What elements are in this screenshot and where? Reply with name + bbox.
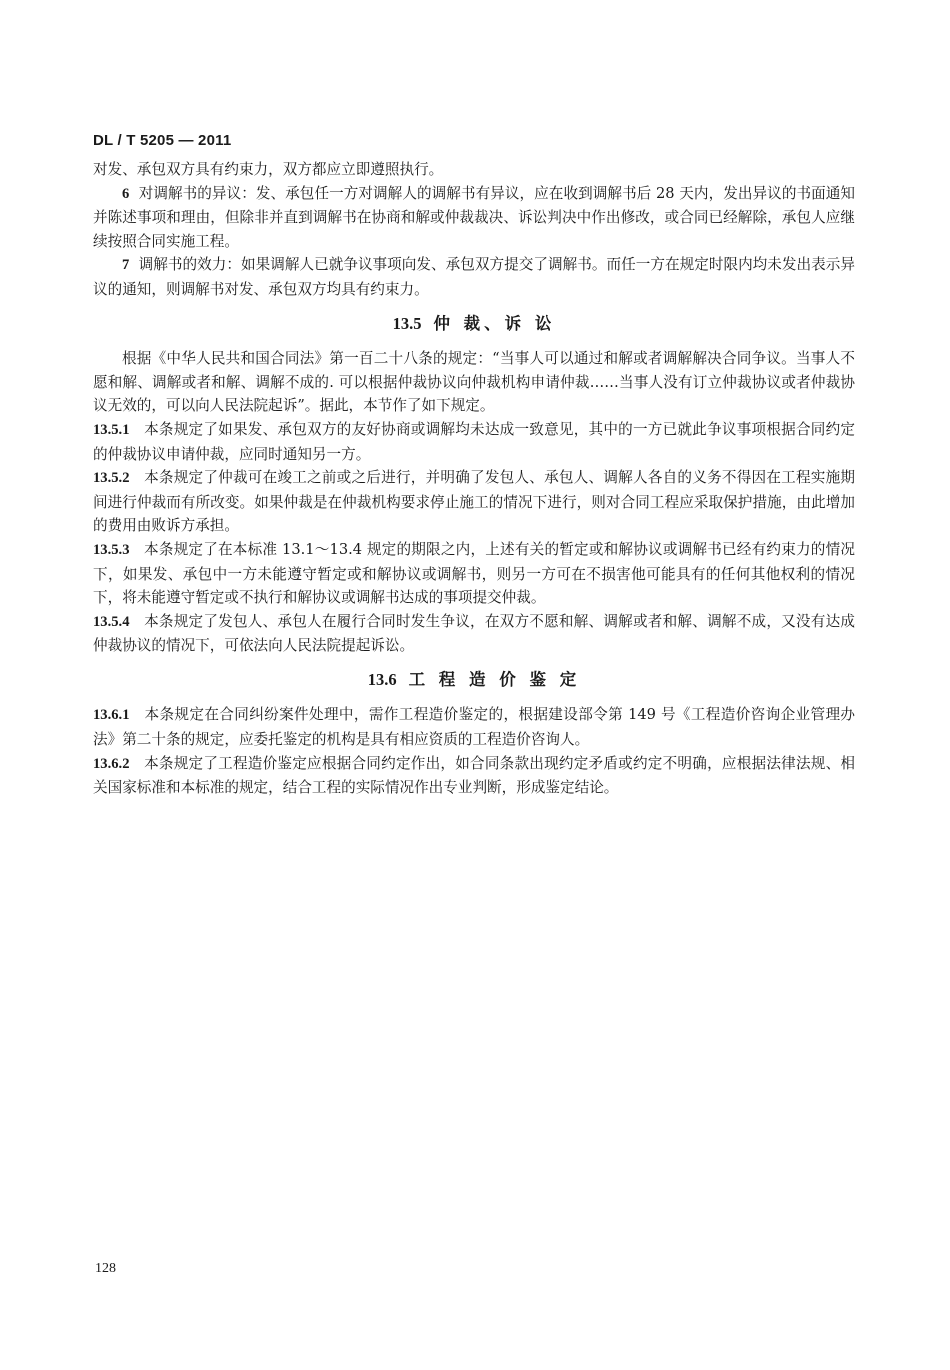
section-title: 仲 裁、诉 讼 <box>433 313 556 333</box>
item-6-paragraph <box>93 182 855 254</box>
section-number: 13.5 <box>392 313 422 333</box>
clause-number: 13.5.1 <box>93 421 130 438</box>
clause-paragraph <box>93 610 855 658</box>
clause-text: 本条规定了工程造价鉴定应根据合同约定作出，如合同条款出现约定矛盾或约定不明确，应根据法律法规、相关国家标准和本标准的规定，结合工程的实际情况作出专业判断，形成鉴定结论。 <box>93 754 855 797</box>
item-number: 6 <box>122 185 130 202</box>
section-heading-13-5 <box>93 302 855 348</box>
clause-paragraph <box>93 466 855 538</box>
clause-number: 13.5.4 <box>93 613 130 630</box>
clause-text: 本条规定在合同纠纷案件处理中，需作工程造价鉴定的，根据建设部令第 149 号《工程造价咨询企业管理办法》第二十条的规定，应委托鉴定的机构是具有相应资质的工程造价咨询人。 <box>93 706 856 749</box>
clause-paragraph <box>93 418 855 466</box>
clause-number: 13.5.3 <box>93 541 130 558</box>
section-intro-paragraph: 根据《中华人民共和国合同法》第一百二十八条的规定：“当事人可以通过和解或者调解解决合同争议。当事人不愿和解、调解或者和解、调解不成的. 可以根据仲裁协议向仲裁机构申请仲裁……当事人没有订立仲裁协议或者仲裁协议无效的，可以向人民法院起诉”。据此，本节作了如下规定。 <box>93 350 855 415</box>
section-number: 13.6 <box>367 669 397 689</box>
page-number: 128 <box>95 1261 116 1276</box>
item-text: 调解书的效力：如果调解人已就争议事项向发、承包双方提交了调解书。而任一方在规定时限内均未发出表示异议的通知，则调解书对发、承包双方均具有约束力。 <box>93 256 855 298</box>
section-heading-13-6 <box>93 658 855 704</box>
clause-number: 13.6.1 <box>93 707 130 724</box>
document-code-header: DL / T 5205 — 2011 <box>93 132 232 149</box>
clause-text: 本条规定了发包人、承包人在履行合同时发生争议，在双方不愿和解、调解或者和解、调解不成，又没有达成仲裁协议的情况下，可依法向人民法院提起诉讼。 <box>93 612 855 655</box>
clause-paragraph <box>93 538 855 610</box>
clause-number: 13.6.2 <box>93 755 130 772</box>
clause-text: 本条规定了在本标准 13.1～13.4 规定的期限之内，上述有关的暂定或和解协议或调解书已经有约束力的情况下，如果发、承包中一方未能遵守暂定或和解协议或调解书，则另一方可在不损害他可能具有的任何其他权利的情况下，将未能遵守暂定或不执行和解协议或调解书达成的事项提交仲裁。 <box>93 540 855 607</box>
clause-number: 13.5.2 <box>93 470 130 487</box>
page-body <box>93 158 855 800</box>
item-text: 对调解书的异议：发、承包任一方对调解人的调解书有异议，应在收到调解书后 28 天内，发出异议的书面通知并陈述事项和理由，但除非并直到调解书在协商和解或仲裁裁决、诉讼判决中作出修改，或合同已经解除，承包人应继续按照合同实施工程。 <box>93 184 855 250</box>
clause-paragraph <box>93 703 855 751</box>
continued-paragraph: 对发、承包双方具有约束力，双方都应立即遵照执行。 <box>93 161 444 178</box>
clause-text: 本条规定了如果发、承包双方的友好协商或调解均未达成一致意见，其中的一方已就此争议事项根据合同约定的仲裁协议申请仲裁，应同时通知另一方。 <box>93 420 855 463</box>
clause-paragraph <box>93 752 855 800</box>
section-title: 工 程 造 价 鉴 定 <box>408 669 581 689</box>
clause-text: 本条规定了仲裁可在竣工之前或之后进行，并明确了发包人、承包人、调解人各自的义务不得因在工程实施期间进行仲裁而有所改变。如果仲裁是在仲裁机构要求停止施工的情况下进行，则对合同工程应采取保护措施，由此增加的费用由败诉方承担。 <box>93 469 855 535</box>
item-number: 7 <box>122 257 130 274</box>
item-7-paragraph <box>93 253 855 301</box>
